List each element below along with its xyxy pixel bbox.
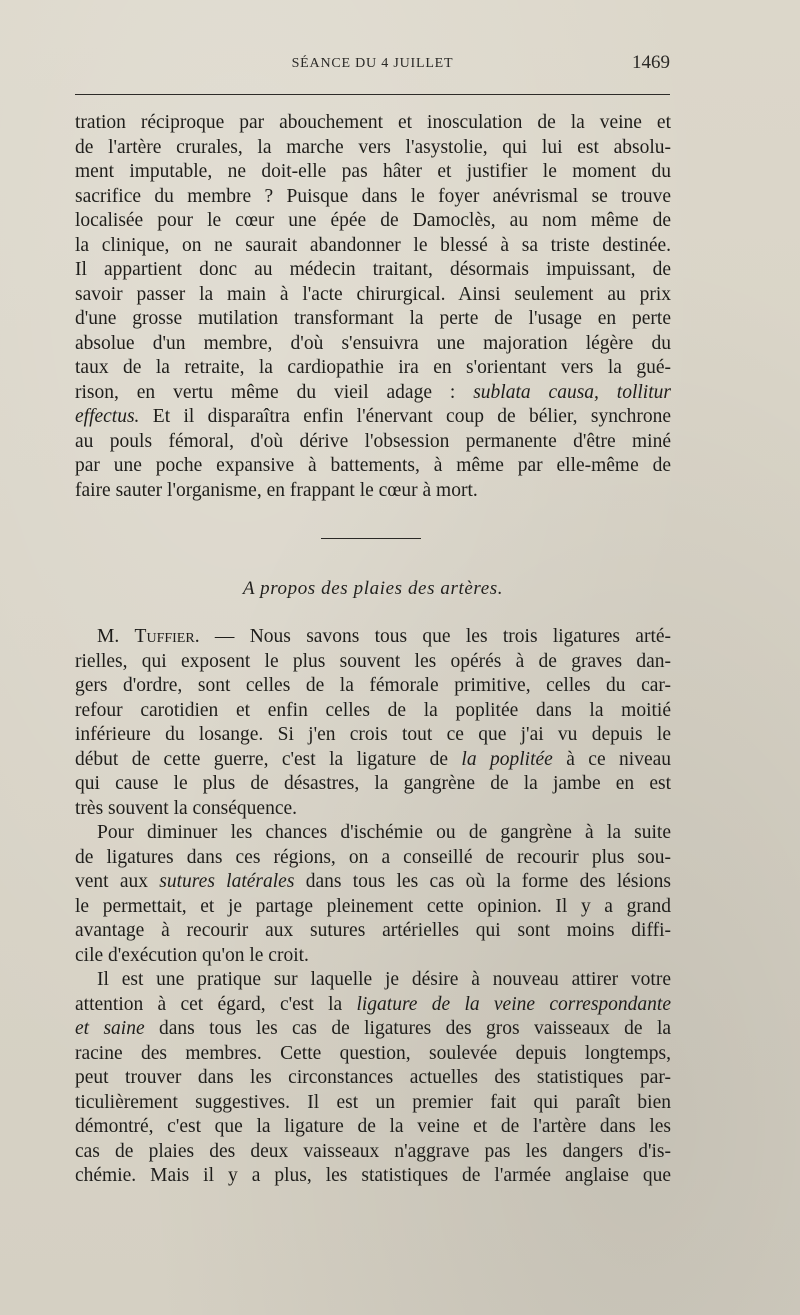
page-number: 1469 (632, 52, 670, 73)
text-line: cile d'exécution qu'on le croit. (75, 944, 309, 966)
text-run: dans tous les cas où la forme des lésions (305, 871, 672, 892)
text-line: très souvent la conséquence. (75, 797, 298, 819)
text-run: début de cette guerre, c'est la ligature de (75, 748, 448, 770)
text-line: le permettait, et je partage pleinement cette opinion. Il y a grand (75, 895, 671, 917)
latin-phrase: effectus. (75, 406, 140, 427)
text-line: racine des membres. Cette question, soulevée depuis longtemps, (75, 1042, 671, 1064)
text-line: cas de plaies des deux vaisseaux n'aggrave pas les dangers d'is- (75, 1140, 671, 1162)
text-line: qui cause le plus de désastres, la gangrène de la jambe en est (75, 773, 671, 794)
running-head (75, 50, 670, 78)
section-title: A propos des plaies des artères. (242, 578, 504, 599)
text-line: Il appartient donc au médecin traitant, désormais impuissant, de (75, 259, 671, 280)
text-line: de l'artère crurales, la marche vers l'asystolie, qui lui est absolu- (75, 136, 671, 158)
text-line: ment imputable, ne doit-elle pas hâter et justifier le moment du (75, 161, 671, 182)
header-rule (75, 94, 670, 95)
text-line: faire sauter l'organisme, en frappant le cœur à mort. (75, 479, 478, 501)
text-line: de ligatures dans ces régions, on a conseillé de recourir plus sou- (75, 846, 671, 868)
text-run: — Nous savons tous que les trois ligatures arté- (214, 626, 672, 647)
text-line: la clinique, on ne saurait abandonner le blessé à sa triste destinée. (75, 234, 671, 256)
text-line: au pouls fémoral, d'où dérive l'obsession permanente d'être miné (75, 430, 671, 452)
text-line (75, 405, 671, 430)
italic-term: sutures latérales (159, 871, 295, 892)
text-run: rison, en vertu même du vieil adage : (75, 381, 456, 403)
text-run: dans tous les cas de ligatures des gros vaisseaux de la (159, 1018, 672, 1039)
text-line (75, 748, 671, 773)
text-run: Et il disparaîtra enfin l'énervant coup de bélier, synchrone (152, 406, 671, 427)
text-run: à ce niveau (566, 748, 672, 770)
speaker-prefix: M. (97, 626, 120, 647)
italic-term: et saine (75, 1018, 145, 1039)
text-line: savoir passer la main à l'acte chirurgical. Ainsi seulement au prix (75, 283, 671, 305)
text-line: rielles, qui exposent le plus souvent les opérés à de graves dan- (75, 650, 671, 672)
text-line: sacrifice du membre ? Puisque dans le foyer anévrismal se trouve (75, 185, 671, 207)
text-line: taux de la retraite, la cardiopathie ira en s'orientant vers la gué- (75, 357, 671, 378)
text-line: avantage à recourir aux sutures artérielles qui sont moins diffi- (75, 920, 671, 941)
text-line: chémie. Mais il y a plus, les statistiques de l'armée anglaise que (75, 1165, 671, 1186)
text-line: refour carotidien et enfin celles de la poplitée dans la moitié (75, 699, 671, 721)
text-line: Il est une pratique sur laquelle je désire à nouveau attirer votre (97, 969, 671, 990)
italic-term: la poplitée (461, 748, 553, 770)
text-run: vent aux (75, 871, 149, 892)
italic-term: ligature de la veine correspondante (356, 993, 671, 1015)
text-run: attention à cet égard, c'est la (75, 993, 343, 1015)
text-line: Pour diminuer les chances d'ischémie ou de gangrène à la suite (97, 822, 671, 843)
text-line: inférieure du losange. Si j'en crois tout ce que j'ai vu depuis le (75, 724, 671, 745)
running-title: SÉANCE DU 4 JUILLET (291, 56, 454, 71)
tuffier-paragraphs (75, 625, 671, 1189)
text-line: ticulièrement suggestives. Il est un premier fait qui paraît bien (75, 1091, 671, 1113)
section-divider (321, 538, 421, 539)
text-line (75, 1017, 671, 1042)
text-line (75, 625, 671, 650)
text-line (75, 381, 671, 406)
text-line: démontré, c'est que la ligature de la veine et de l'artère dans les (75, 1116, 671, 1137)
text-line: tration réciproque par abouchement et inosculation de la veine et (75, 112, 671, 133)
text-line: gers d'ordre, sont celles de la fémorale primitive, celles du car- (75, 675, 671, 696)
paragraph-continuation (75, 111, 671, 503)
text-line: absolue d'un membre, d'où s'ensuivra une majoration légère du (75, 332, 671, 354)
speaker-name: Tuffier. (134, 626, 200, 647)
text-line: localisée pour le cœur une épée de Damoclès, au nom même de (75, 210, 671, 231)
latin-phrase: sublata causa, tollitur (473, 381, 671, 403)
text-line (75, 870, 671, 895)
text-line (75, 993, 671, 1018)
text-line: par une poche expansive à battements, à même par elle-même de (75, 455, 671, 476)
text-line: d'une grosse mutilation transformant la perte de l'usage en perte (75, 308, 671, 329)
text-line: peut trouver dans les circonstances actuelles des statistiques par- (75, 1067, 671, 1088)
